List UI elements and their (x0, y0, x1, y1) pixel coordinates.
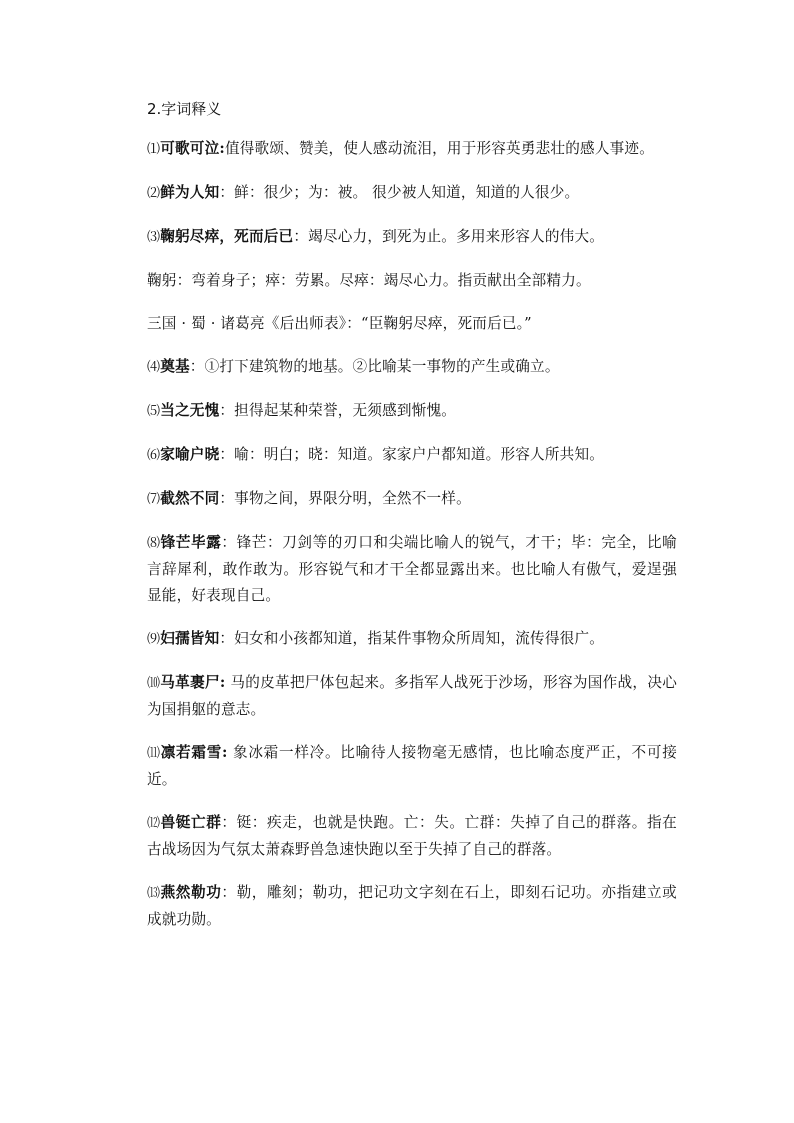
entry-8 (147, 530, 677, 609)
entry-definition: ：竭尽心力，到死为止。多用来形容人的伟大。 (293, 228, 605, 245)
note-1: 鞠躬：弯着身子；瘁：劳累。尽瘁：竭尽心力。指贡献出全部精力。 (147, 272, 591, 289)
entry-definition: ：妇女和小孩都知道，指某件事物众所周知，流传得很广。 (219, 630, 605, 647)
entry-term: 当之无愧 (160, 402, 220, 419)
entry-number: ⑷ (147, 360, 161, 375)
entry-term: 兽铤亡群 (160, 814, 222, 831)
entry-9 (147, 626, 677, 653)
entry-7 (147, 486, 677, 513)
entry-definition: ：鲜：很少；为：被。 很少被人知道，知道的人很少。 (219, 184, 580, 201)
entry-definition: 马的皮革把尸体包起来。多指军人战死于沙场，形容为国作战，决心为国捐躯的意志。 (147, 674, 678, 718)
entry-3 (147, 224, 677, 251)
entry-term: 锋芒毕露 (160, 534, 222, 551)
entry-10 (147, 670, 677, 723)
entry-term: 凛若霜雪: (160, 744, 228, 761)
entry-definition: 象冰霜一样冷。比喻待人接物毫无感情，也比喻态度严正，不可接近。 (147, 744, 677, 788)
entry-number: ⑴ (147, 142, 161, 157)
entry-term: 妇孺皆知 (160, 630, 220, 647)
entry-term: 可歌可泣: (160, 140, 225, 157)
entry-definition: ：事物之间，界限分明，全然不一样。 (219, 490, 471, 507)
section-title: 2.字词释义 (147, 100, 222, 118)
entry-4 (147, 354, 677, 381)
entry-term: 截然不同 (160, 490, 220, 507)
entry-number: ⑽ (147, 676, 161, 691)
entry-definition: ：①打下建筑物的地基。②比喻某一事物的产生或确立。 (189, 358, 560, 375)
entry-5 (147, 398, 677, 425)
entry-number: ⑿ (147, 816, 161, 831)
entry-number: ⑸ (147, 404, 161, 419)
entry-definition: ：锋芒：刀剑等的刃口和尖端比喻人的锐气，才干；毕：完全，比喻言辞犀利，敢作敢为。形容锐气和才干全都显露出来。也比喻人有傲气，爱逞强显能，好表现自己。 (147, 534, 677, 604)
document-page (147, 96, 677, 950)
entry-number: ⒀ (147, 886, 161, 901)
entry-number: ⑹ (147, 448, 161, 463)
entry-number: ⑶ (147, 230, 161, 245)
entry-12 (147, 810, 677, 863)
entry-term: 马革裹尸: (160, 674, 226, 691)
entry-number: ⑻ (147, 536, 161, 551)
entry-term: 燕然勒功 (160, 884, 222, 901)
entry-number: ⑺ (147, 492, 161, 507)
entry-6 (147, 442, 677, 469)
entry-number: ⑼ (147, 632, 161, 647)
entry-term: 奠基 (160, 358, 190, 375)
entry-term: 鲜为人知 (160, 184, 220, 201)
entry-definition: ：担得起某种荣誉，无须感到惭愧。 (219, 402, 457, 419)
entry-term: 鞠躬尽瘁，死而后已 (160, 228, 294, 245)
entry-1 (147, 136, 677, 163)
entry-definition: ：铤：疾走，也就是快跑。亡：失。亡群：失掉了自己的群落。指在古战场因为气氛太萧森野兽急速快跑以至于失掉了自己的群落。 (147, 814, 677, 858)
entry-number: ⑵ (147, 186, 161, 201)
entry-definition: ：勒，雕刻；勒功，把记功文字刻在石上，即刻石记功。亦指建立或成就功勋。 (147, 884, 677, 928)
entry-11 (147, 740, 677, 793)
entry-2 (147, 180, 677, 207)
entry-number: ⑾ (147, 746, 161, 761)
entry-definition: ：喻：明白；晓：知道。家家户户都知道。形容人所共知。 (219, 446, 605, 463)
entry-13 (147, 880, 677, 933)
note-2: 三国 · 蜀 · 诸葛亮《后出师表》：“臣鞠躬尽瘁，死而后已。” (147, 315, 532, 332)
entry-definition: 值得歌颂、赞美，使人感动流泪，用于形容英勇悲壮的感人事迹。 (224, 140, 654, 157)
entry-term: 家喻户晓 (160, 446, 220, 463)
